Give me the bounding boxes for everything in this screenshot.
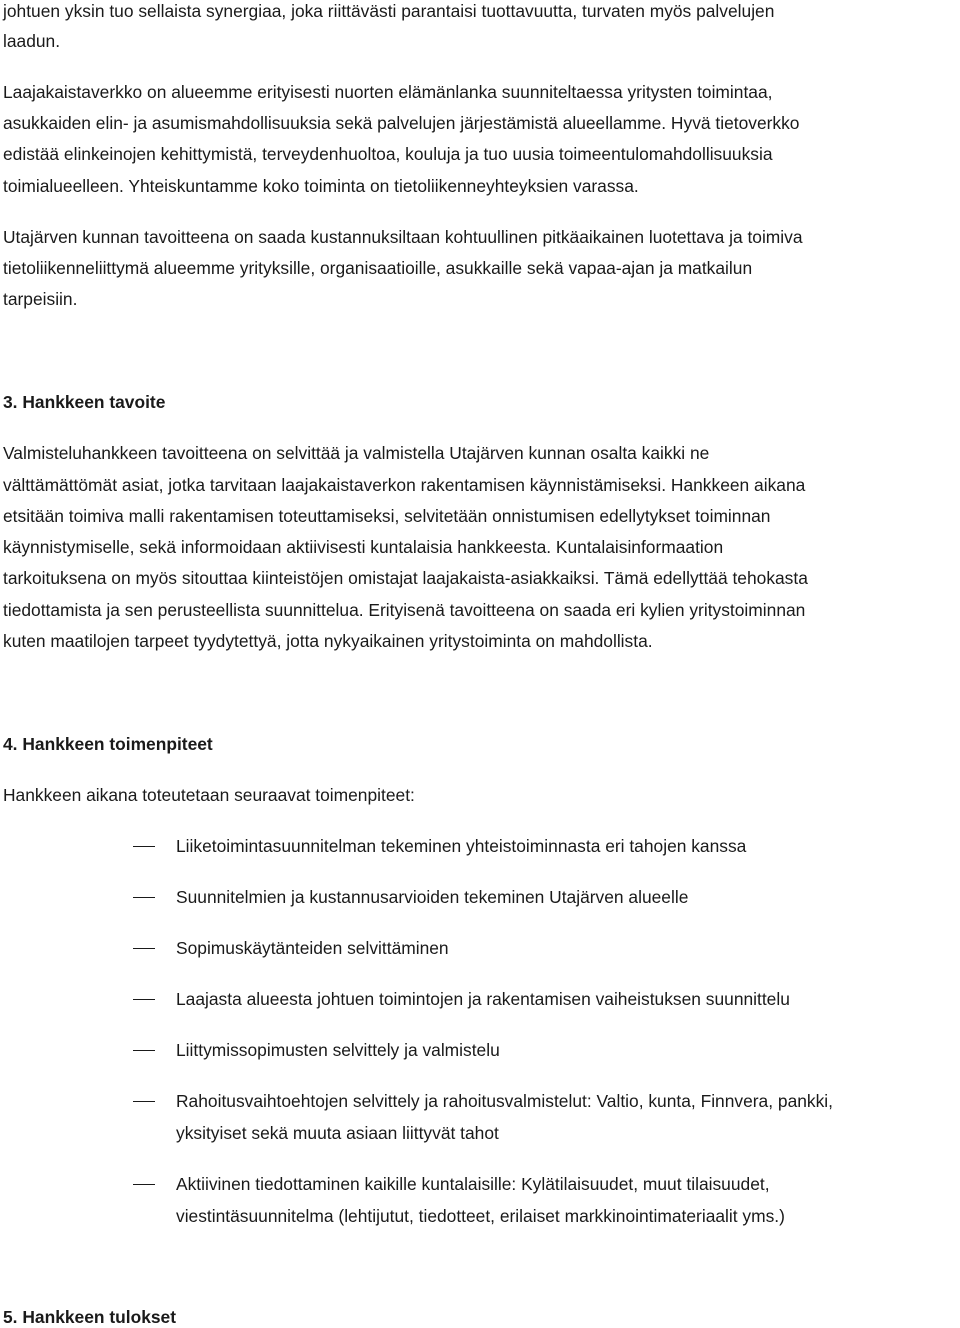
- section3-line-6: tiedottamista ja sen perusteellista suunnittelua. Erityisenä tavoitteena on saada eri kylien yritystoiminnan: [3, 600, 806, 620]
- para2-line-2: tietoliikenneliittymä alueemme yrityksille, organisaatioille, asukkaille sekä vapaa-ajan ja matkailun: [3, 258, 753, 278]
- para2-line-1: Utajärven kunnan tavoitteena on saada kustannuksiltaan kohtuullinen pitkäaikainen luotettava ja toimiva: [3, 227, 803, 247]
- section3-line-1: Valmisteluhankkeen tavoitteena on selvittää ja valmistella Utajärven kunnan osalta kaikki ne: [3, 443, 710, 463]
- list-item-text-continued: yksityiset sekä muuta asiaan liittyvät tahot: [176, 1123, 499, 1143]
- list-item-text: Liiketoimintasuunnitelman tekeminen yhteistoiminnasta eri tahojen kanssa: [176, 836, 747, 856]
- list-item-text: Rahoitusvaihtoehtojen selvittely ja rahoitusvalmistelut: Valtio, kunta, Finnvera, pankki,: [176, 1091, 833, 1111]
- dash-bullet-icon: [133, 846, 155, 847]
- dash-bullet-icon: [133, 948, 155, 949]
- section3-line-2: välttämättömät asiat, jotka tarvitaan laajakaistaverkon rakentamisen käynnistämiseksi. Hankkeen aikana: [3, 475, 806, 495]
- list-item-text: Suunnitelmien ja kustannusarvioiden tekeminen Utajärven alueelle: [176, 887, 689, 907]
- para1-line-3: edistää elinkeinojen kehittymistä, terveydenhuoltoa, kouluja ja tuo uusia toimeentulomahdollisuuksia: [3, 144, 773, 164]
- para1-line-1: Laajakaistaverkko on alueemme erityisesti nuorten elämänlanka suunniteltaessa yritysten toimintaa,: [3, 82, 773, 102]
- section3-line-4: käynnistymiselle, sekä informoidaan aktiivisesti kuntalaisia hankkeesta. Kuntalaisinformaation: [3, 537, 724, 557]
- intro-line-1: johtuen yksin tuo sellaista synergiaa, joka riittävästi parantaisi tuottavuutta, turvaten myös palvelujen: [3, 1, 775, 21]
- section3-heading: 3. Hankkeen tavoite: [3, 392, 166, 412]
- dash-bullet-icon: [133, 1050, 155, 1051]
- section3-line-7: kuten maatilojen tarpeet tyydytettyä, jotta nykyaikainen yritystoiminta on mahdollista.: [3, 631, 653, 651]
- list-item-text: Laajasta alueesta johtuen toimintojen ja rakentamisen vaiheistuksen suunnittelu: [176, 989, 790, 1009]
- section3-line-5: tarkoituksena on myös sitouttaa kiinteistöjen omistajat laajakaista-asiakkaiksi. Tämä edellyttää tehokasta: [3, 568, 808, 588]
- para2-line-3: tarpeisiin.: [3, 289, 78, 309]
- section4-intro: Hankkeen aikana toteutetaan seuraavat toimenpiteet:: [3, 785, 415, 805]
- section5-heading: 5. Hankkeen tulokset: [3, 1307, 177, 1327]
- list-item-text: Liittymissopimusten selvittely ja valmistelu: [176, 1040, 500, 1060]
- list-item-text: Sopimuskäytänteiden selvittäminen: [176, 938, 449, 958]
- list-item-text-continued: viestintäsuunnitelma (lehtijutut, tiedotteet, erilaiset markkinointimateriaalit yms.): [176, 1206, 785, 1226]
- dash-bullet-icon: [133, 1184, 155, 1185]
- dash-bullet-icon: [133, 999, 155, 1000]
- para1-line-2: asukkaiden elin- ja asumismahdollisuuksia sekä palvelujen järjestämistä alueellamme. Hyvä tietoverkko: [3, 113, 800, 133]
- dash-bullet-icon: [133, 1101, 155, 1102]
- dash-bullet-icon: [133, 897, 155, 898]
- para1-line-4: toimialueelleen. Yhteiskuntamme koko toiminta on tietoliikenneyhteyksien varassa.: [3, 176, 639, 196]
- intro-line-2: laadun.: [3, 31, 61, 51]
- section4-heading: 4. Hankkeen toimenpiteet: [3, 734, 213, 754]
- list-item-text: Aktiivinen tiedottaminen kaikille kuntalaisille: Kylätilaisuudet, muut tilaisuudet,: [176, 1174, 770, 1194]
- section3-line-3: etsitään toimiva malli rakentamisen toteuttamiseksi, selvitetään onnistumisen edellytykset toiminnan: [3, 506, 771, 526]
